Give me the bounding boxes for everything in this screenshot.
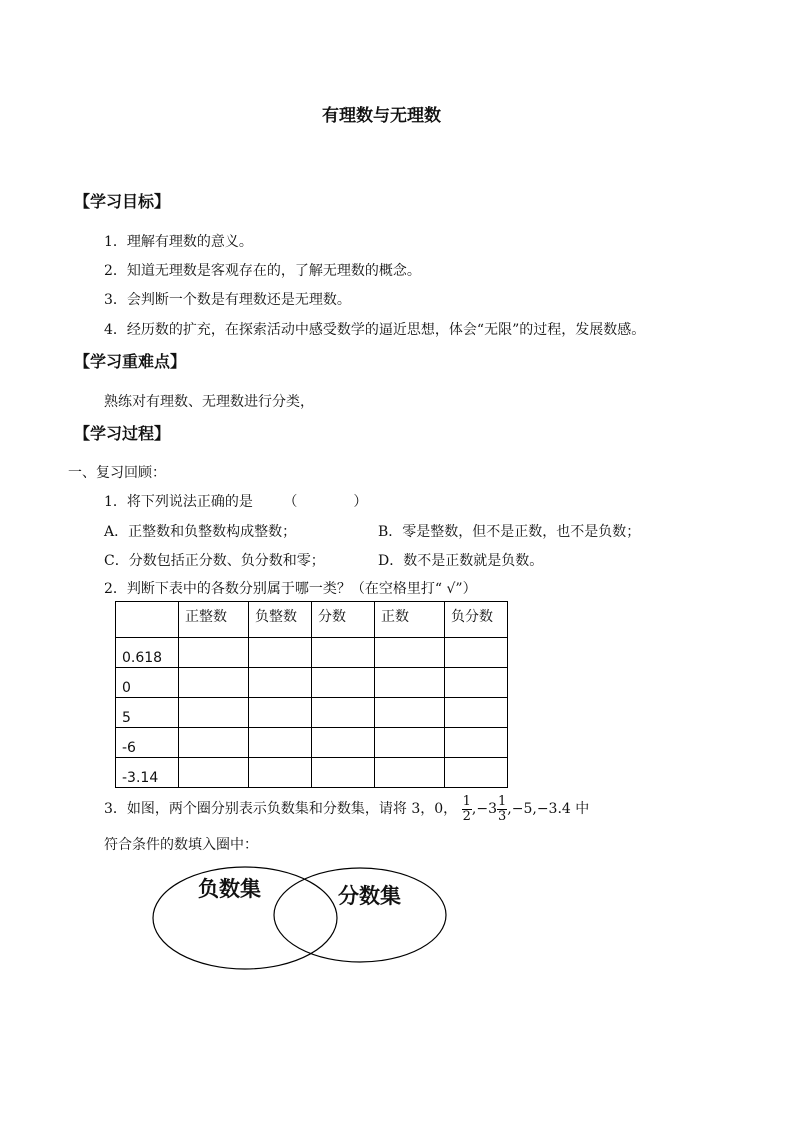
q3-stem-tail: ,−5,−3.4 中	[507, 801, 590, 817]
table-header-cell: 分数	[312, 602, 375, 638]
table-cell	[312, 758, 375, 788]
table-header-cell	[116, 602, 179, 638]
q3-stem-start: 3．如图，两个圈分别表示负数集和分数集，请将 3，0，	[104, 801, 458, 817]
table-cell	[312, 668, 375, 698]
fraction-denominator: 3	[498, 808, 507, 824]
table-row	[116, 728, 508, 758]
table-cell	[375, 728, 445, 758]
fraction-one-half	[462, 795, 472, 824]
fraction-denominator: 2	[462, 808, 471, 824]
goal-item: 3．会判断一个数是有理数还是无理数。	[104, 292, 351, 308]
q3-stem-mid: ,−3	[471, 801, 497, 817]
fraction-numerator: 1	[462, 793, 471, 809]
table-row	[116, 638, 508, 668]
table-cell	[445, 638, 508, 668]
table-cell	[312, 698, 375, 728]
table-row-label: 0.618	[116, 638, 179, 668]
table-cell	[375, 758, 445, 788]
table-header-cell: 正数	[375, 602, 445, 638]
q1-option-b: B．零是整数，但不是正数，也不是负数；	[378, 524, 641, 540]
table-cell	[312, 638, 375, 668]
q1-option-a: A．正整数和负整数构成整数；	[104, 524, 297, 540]
q3-stem	[104, 789, 589, 829]
table-cell	[179, 668, 249, 698]
q1-option-c: C．分数包括正分数、负分数和零；	[104, 553, 325, 569]
fraction-set-label: 分数集	[338, 884, 401, 908]
table-header-cell: 正整数	[179, 602, 249, 638]
table-cell	[445, 698, 508, 728]
q2-stem: 2．判断下表中的各数分别属于哪一类？（在空格里打“ √”）	[104, 581, 477, 597]
section-heading-goals: 【学习目标】	[74, 192, 171, 211]
table-cell	[375, 698, 445, 728]
q1-stem	[104, 493, 367, 511]
table-cell	[179, 698, 249, 728]
table-cell	[179, 758, 249, 788]
table-cell	[375, 668, 445, 698]
table-header-cell: 负分数	[445, 602, 508, 638]
review-heading: 一、复习回顾：	[68, 465, 166, 481]
fraction-numerator: 1	[498, 793, 507, 809]
q1-option-d: D．数不是正数就是负数。	[378, 553, 544, 569]
table-cell	[249, 758, 312, 788]
goal-item: 2．知道无理数是客观存在的，了解无理数的概念。	[104, 263, 421, 279]
table-header-row	[116, 602, 508, 638]
table-cell	[445, 758, 508, 788]
table-cell	[249, 698, 312, 728]
key-points-text: 熟练对有理数、无理数进行分类，	[104, 394, 314, 410]
table-row	[116, 668, 508, 698]
table-header-cell: 负整数	[249, 602, 312, 638]
table-cell	[249, 728, 312, 758]
table-row-label: 0	[116, 668, 179, 698]
table-cell	[249, 638, 312, 668]
q3-line2: 符合条件的数填入圈中：	[104, 837, 258, 853]
q1-stem-text: 1．将下列说法正确的是	[104, 494, 253, 510]
table-cell	[179, 638, 249, 668]
goal-item: 1．理解有理数的意义。	[104, 234, 253, 250]
fraction-one-third	[497, 795, 507, 824]
venn-diagram	[148, 865, 458, 980]
section-heading-key-points: 【学习重难点】	[74, 352, 187, 371]
table-row-label: 5	[116, 698, 179, 728]
table-row	[116, 758, 508, 788]
table-cell	[312, 728, 375, 758]
table-cell	[375, 638, 445, 668]
table-cell	[179, 728, 249, 758]
classification-table	[115, 601, 508, 788]
negative-set-label: 负数集	[198, 877, 261, 901]
table-cell	[445, 728, 508, 758]
section-heading-process: 【学习过程】	[74, 424, 171, 443]
page-title: 有理数与无理数	[322, 106, 441, 126]
table-cell	[249, 668, 312, 698]
goal-item: 4．经历数的扩充，在探索活动中感受数学的逼近思想，体会“无限”的过程，发展数感。	[104, 322, 646, 338]
table-row	[116, 698, 508, 728]
q1-answer-blank: （ ）	[283, 494, 368, 510]
table-row-label: -3.14	[116, 758, 179, 788]
table-cell	[445, 668, 508, 698]
table-row-label: -6	[116, 728, 179, 758]
